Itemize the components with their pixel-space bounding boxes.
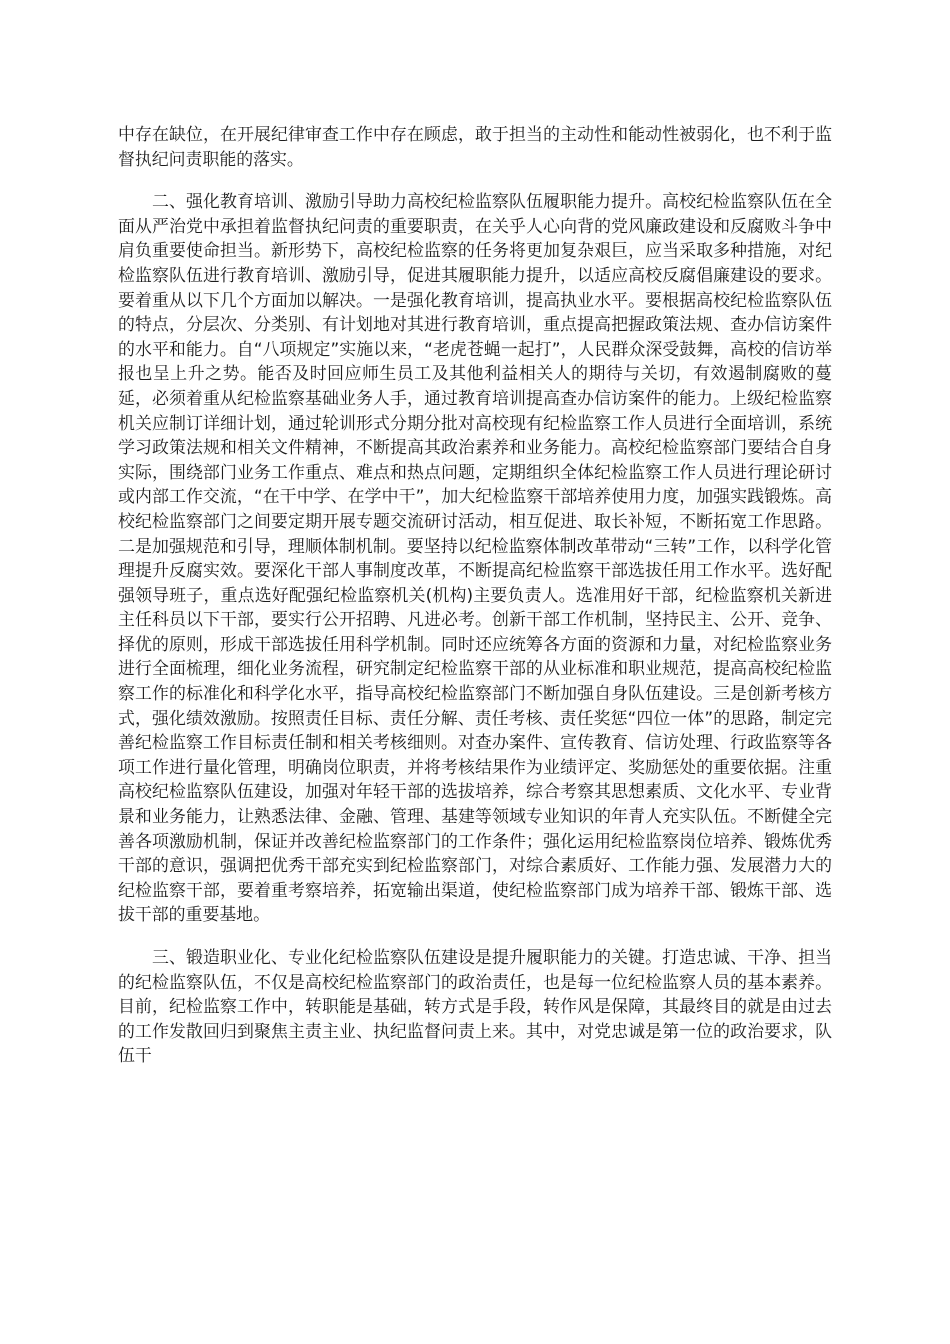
- paragraph-continuation: 中存在缺位，在开展纪律审查工作中存在顾虑，敢于担当的主动性和能动性被弱化，也不利于监督执纪问责职能的落实。: [118, 124, 832, 169]
- paragraph-section-three: 三、锻造职业化、专业化纪检监察队伍建设是提升履职能力的关键。打造忠诚、干净、担当的纪检监察队伍，不仅是高校纪检监察部门的政治责任，也是每一位纪检监察人员的基本素养。目前，纪检监察工作中，转职能是基础，转方式是手段，转作风是保障，其最终目的就是由过去的工作发散回归到聚焦主责主业、执纪监督问责上来。其中，对党忠诚是第一位的政治要求，队伍干: [118, 947, 832, 1066]
- document-body: [118, 122, 832, 1086]
- paragraph-section-two: 二、强化教育培训、激励引导助力高校纪检监察队伍履职能力提升。高校纪检监察队伍在全面从严治党中承担着监督执纪问责的重要职责，在关乎人心向背的党风廉政建设和反腐败斗争中肩负重要使命担当。新形势下，高校纪检监察的任务将更加复杂艰巨，应当采取多种措施，对纪检监察队伍进行教育培训、激励引导，促进其履职能力提升，以适应高校反腐倡廉建设的要求。要着重从以下几个方面加以解决。一是强化教育培训，提高执业水平。要根据高校纪检监察队伍的特点，分层次、分类别、有计划地对其进行教育培训，重点提高把握政策法规、查办信访案件的水平和能力。自“八项规定”实施以来，“老虎苍蝇一起打”，人民群众深受鼓舞，高校的信访举报也呈上升之势。能否及时回应师生员工及其他利益相关人的期待与关切，有效遏制腐败的蔓延，必须着重从纪检监察基础业务人手，通过教育培训提高查办信访案件的能力。上级纪检监察机关应制订详细计划，通过轮训形式分期分批对高校现有纪检监察工作人员进行全面培训，系统学习政策法规和相关文件精神，不断提高其政治素养和业务能力。高校纪检监察部门要结合自身实际，围绕部门业务工作重点、难点和热点问题，定期组织全体纪检监察工作人员进行理论研讨或内部工作交流，“在干中学、在学中干”，加大纪检监察干部培养使用力度，加强实践锻炼。高校纪检监察部门之间要定期开展专题交流研讨活动，相互促进、取长补短，不断拓宽工作思路。二是加强规范和引导，理顺体制机制。要坚持以纪检监察体制改革带动“三转”工作，以科学化管理提升反腐实效。要深化干部人事制度改革，不断提高纪检监察干部选拔任用工作水平。选好配强领导班子，重点选好配强纪检监察机关(机构)主要负责人。选准用好干部，纪检监察机关新进主任科员以下干部，要实行公开招聘、凡进必考。创新干部工作机制，坚持民主、公开、竞争、择优的原则，形成干部选拔任用科学机制。同时还应统筹各方面的资源和力量，对纪检监察业务进行全面梳理，细化业务流程，研究制定纪检监察干部的从业标准和职业规范，提高高校纪检监察工作的标准化和科学化水平，指导高校纪检监察部门不断加强自身队伍建设。三是创新考核方式，强化绩效激励。按照责任目标、责任分解、责任考核、责任奖惩“四位一体”的思路，制定完善纪检监察工作目标责任制和相关考核细则。对查办案件、宣传教育、信访处理、行政监察等各项工作进行量化管理，明确岗位职责，并将考核结果作为业绩评定、奖励惩处的重要依据。注重高校纪检监察队伍建设，加强对年轻干部的选拔培养，综合考察其思想素质、文化水平、专业背景和业务能力，让熟悉法律、金融、管理、基建等领域专业知识的年青人充实队伍。不断健全完善各项激励机制，保证并改善纪检监察部门的工作条件；强化运用纪检监察岗位培养、锻炼优秀干部的意识，强调把优秀干部充实到纪检监察部门，对综合素质好、工作能力强、发展潜力大的纪检监察干部，要着重考察培养，拓宽输出渠道，使纪检监察部门成为培养干部、锻炼干部、选拔干部的重要基地。: [118, 191, 832, 925]
